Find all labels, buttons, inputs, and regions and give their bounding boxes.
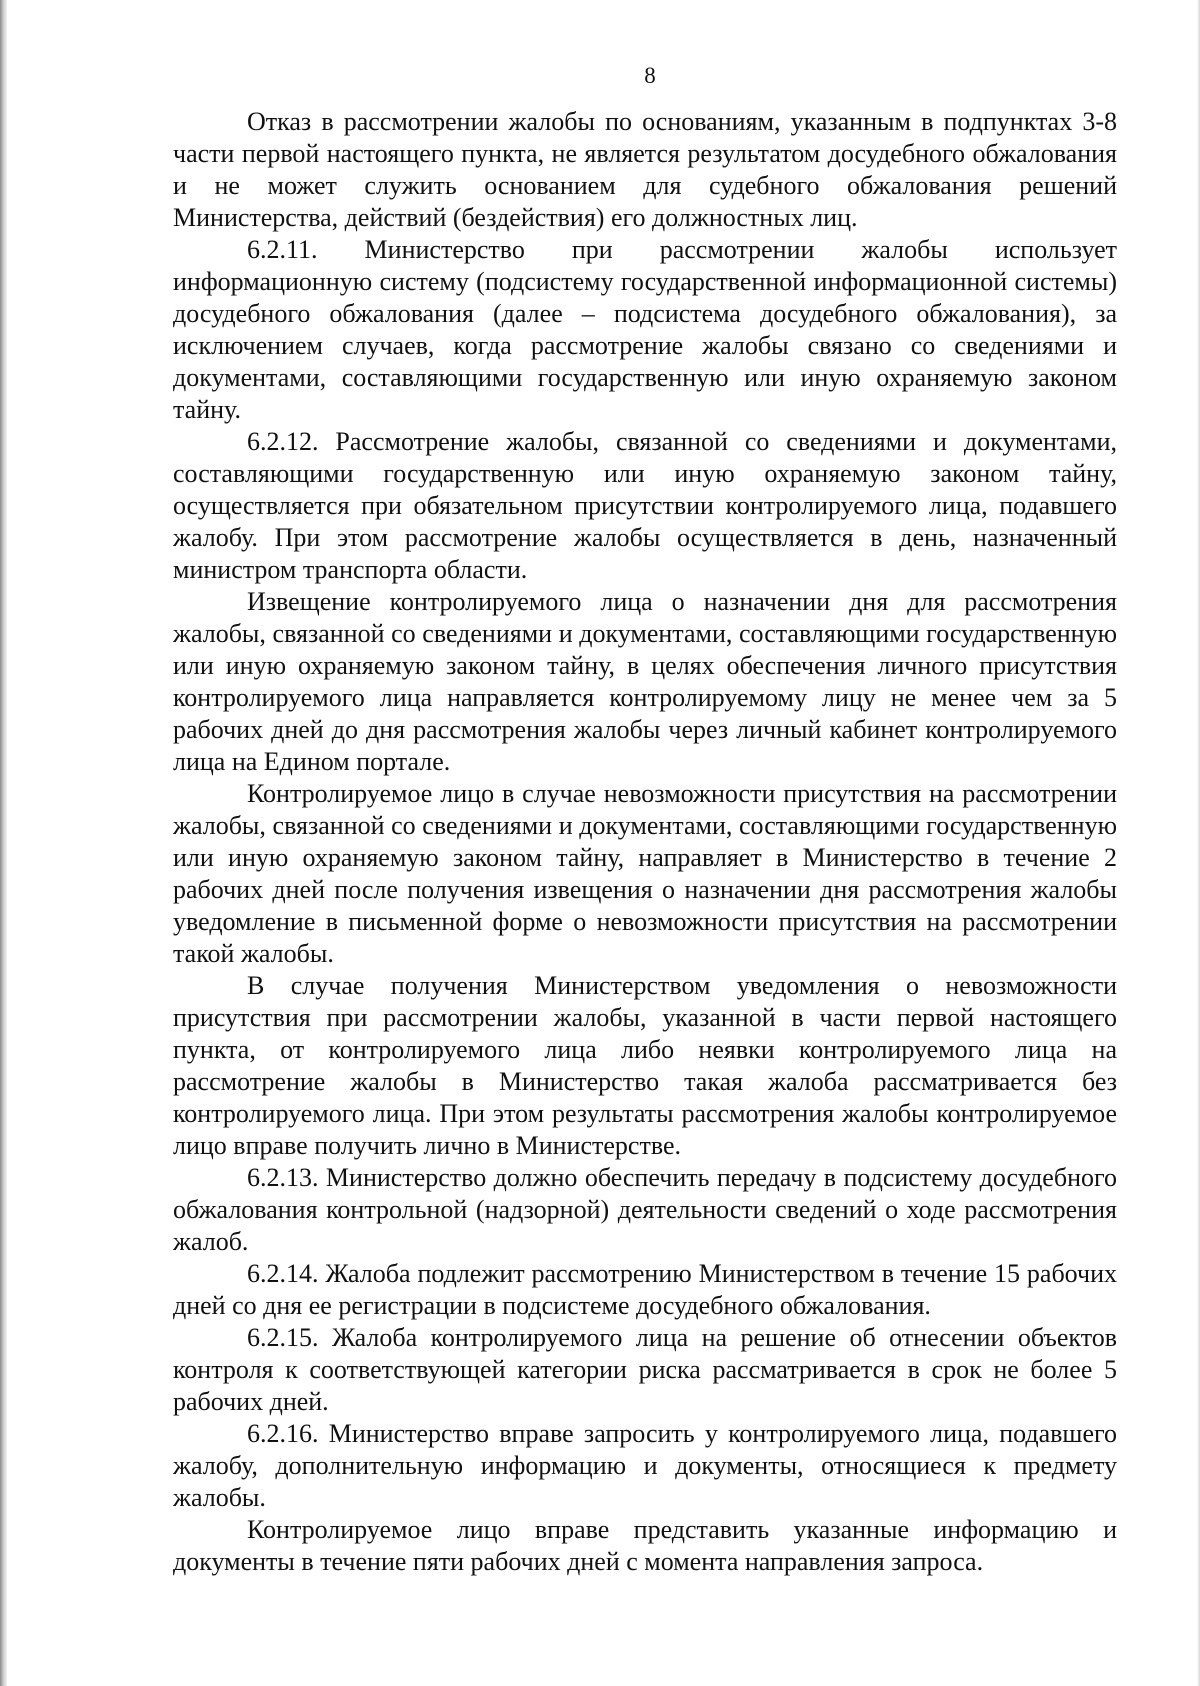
paragraph-6-2-13: 6.2.13. Министерство должно обеспечить передачу в подсистему досудебного обжалования контрольной (надзорной) деятельности сведений о ходе рассмотрения жалоб. bbox=[173, 1163, 1117, 1256]
paragraph-notification: Извещение контролируемого лица о назначении дня для рассмотрения жалобы, связанной со сведениями и документами, составляющими государственную или иную охраняемую законом тайну, в целях обеспечения личного присутствия контролируемого лица направляется контролируемому лицу не менее чем за 5 рабочих дней до дня рассмотрения жалобы через личный кабинет контролируемого лица на Едином портале. bbox=[173, 587, 1117, 776]
paragraph-review-without-person: В случае получения Министерством уведомления о невозможности присутствия при рассмотрении жалобы, указанной в части первой настоящего пункта, от контролируемого лица либо неявки контролируемого лица на рассмотрение жалобы в Министерство такая жалоба рассматривается без контролируемого лица. При этом результаты рассмотрения жалобы контролируемое лицо вправе получить лично в Министерстве. bbox=[173, 971, 1117, 1160]
page-number: 8 bbox=[644, 63, 656, 88]
paragraph-refusal-grounds: Отказ в рассмотрении жалобы по основаниям, указанным в подпунктах 3-8 части первой настоящего пункта, не является результатом досудебного обжалования и не может служить основанием для судебного обжалования решений Министерства, действий (бездействия) его должностных лиц. bbox=[173, 107, 1117, 232]
paragraph-impossibility-notice: Контролируемое лицо в случае невозможности присутствия на рассмотрении жалобы, связанной со сведениями и документами, составляющими государственную или иную охраняемую законом тайну, направляет в Министерство в течение 2 рабочих дней после получения извещения о назначении дня рассмотрения жалобы уведомление в письменной форме о невозможности присутствия на рассмотрении такой жалобы. bbox=[173, 779, 1117, 968]
paragraph-6-2-14: 6.2.14. Жалоба подлежит рассмотрению Министерством в течение 15 рабочих дней со дня ее регистрации в подсистеме досудебного обжалования. bbox=[173, 1259, 1117, 1320]
paragraph-6-2-16: 6.2.16. Министерство вправе запросить у контролируемого лица, подавшего жалобу, дополнительную информацию и документы, относящиеся к предмету жалобы. bbox=[173, 1419, 1117, 1512]
paragraph-6-2-12: 6.2.12. Рассмотрение жалобы, связанной со сведениями и документами, составляющими государственную или иную охраняемую законом тайну, осуществляется при обязательном присутствии контролируемого лица, подавшего жалобу. При этом рассмотрение жалобы осуществляется в день, назначенный министром транспорта области. bbox=[173, 427, 1117, 584]
paragraph-6-2-15: 6.2.15. Жалоба контролируемого лица на решение об отнесении объектов контроля к соответствующей категории риска рассматривается в срок не более 5 рабочих дней. bbox=[173, 1323, 1117, 1416]
paragraph-6-2-11: 6.2.11. Министерство при рассмотрении жалобы использует информационную систему (подсистему государственной информационной системы) досудебного обжалования (далее – подсистема досудебного обжалования), за исключением случаев, когда рассмотрение жалобы связано со сведениями и документами, составляющими государственную или иную охраняемую законом тайну. bbox=[173, 235, 1117, 424]
paragraph-documents-submission: Контролируемое лицо вправе представить указанные информацию и документы в течение пяти рабочих дней с момента направления запроса. bbox=[173, 1515, 1117, 1576]
document-body bbox=[173, 106, 1117, 1578]
scan-left-edge bbox=[0, 0, 7, 1686]
